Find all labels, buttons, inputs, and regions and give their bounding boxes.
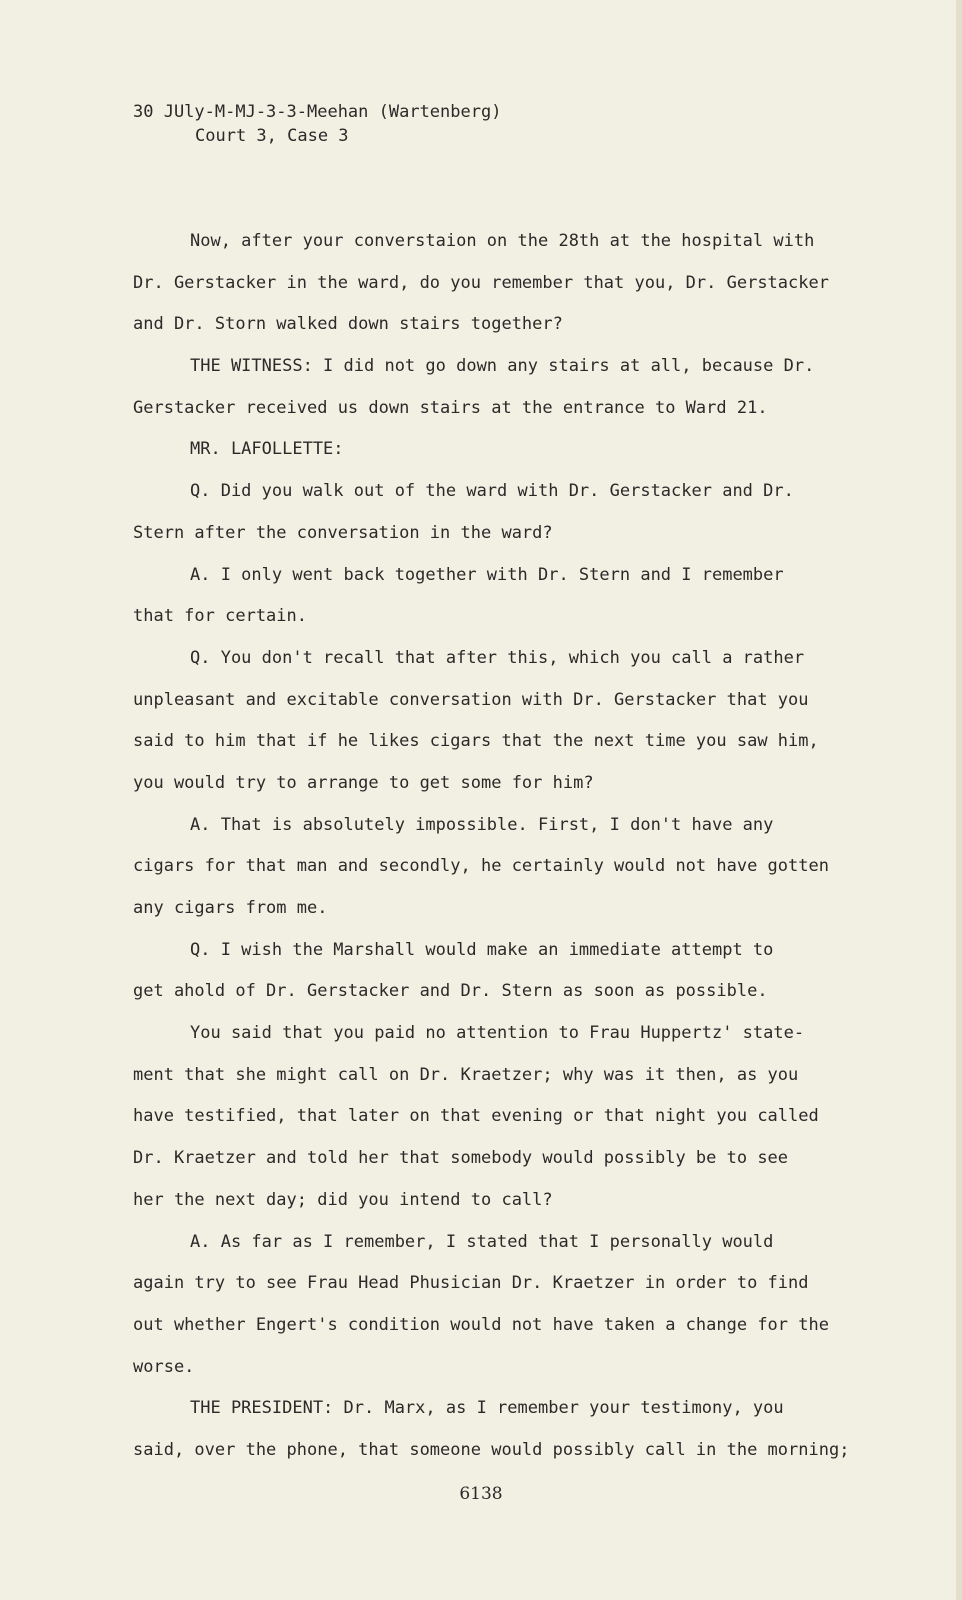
- transcript-line: Q. You don't recall that after this, which you call a rather: [190, 647, 805, 668]
- transcript-line: ment that she might call on Dr. Kraetzer; why was it then, as you: [133, 1064, 799, 1085]
- header-session-line: 30 JUly-M-MJ-3-3-Meehan (Wartenberg): [133, 102, 502, 122]
- transcript-line: Gerstacker received us down stairs at the entrance to Ward 21.: [133, 397, 768, 418]
- transcript-line: said to him that if he likes cigars that the next time you saw him,: [133, 731, 819, 752]
- transcript-line: unpleasant and excitable conversation with Dr. Gerstacker that you: [133, 689, 809, 710]
- document-header: [133, 100, 501, 148]
- transcript-line: MR. LAFOLLETTE:: [190, 439, 344, 460]
- transcript-line: A. As far as I remember, I stated that I personally would: [190, 1231, 774, 1252]
- transcript-line: A. I only went back together with Dr. Stern and I remember: [190, 564, 784, 585]
- transcript-line: Q. Did you walk out of the ward with Dr. Gerstacker and Dr.: [190, 481, 794, 502]
- transcript-line: THE WITNESS: I did not go down any stairs at all, because Dr.: [190, 356, 815, 377]
- transcript-line: said, over the phone, that someone would possibly call in the morning;: [133, 1439, 850, 1460]
- transcript-line: Dr. Gerstacker in the ward, do you remember that you, Dr. Gerstacker: [133, 272, 829, 293]
- transcript-body: [133, 229, 853, 1480]
- transcript-line: You said that you paid no attention to Frau Huppertz' state-: [190, 1023, 805, 1044]
- page-number: 6138: [459, 1484, 503, 1504]
- transcript-line: get ahold of Dr. Gerstacker and Dr. Stern as soon as possible.: [133, 981, 768, 1002]
- transcript-line: that for certain.: [133, 606, 307, 627]
- transcript-line: out whether Engert's condition would not have taken a change for the: [133, 1314, 829, 1335]
- transcript-line: Q. I wish the Marshall would make an immediate attempt to: [190, 939, 774, 960]
- transcript-line: again try to see Frau Head Phusician Dr. Kraetzer in order to find: [133, 1273, 809, 1294]
- transcript-line: cigars for that man and secondly, he certainly would not have gotten: [133, 856, 829, 877]
- transcript-line: and Dr. Storn walked down stairs together?: [133, 314, 563, 335]
- transcript-line: her the next day; did you intend to call?: [133, 1189, 553, 1210]
- header-court-line: Court 3, Case 3: [195, 126, 349, 146]
- transcript-line: THE PRESIDENT: Dr. Marx, as I remember your testimony, you: [190, 1398, 784, 1419]
- transcript-line: you would try to arrange to get some for him?: [133, 772, 594, 793]
- transcript-line: worse.: [133, 1356, 195, 1377]
- transcript-line: Dr. Kraetzer and told her that somebody would possibly be to see: [133, 1148, 789, 1169]
- transcript-line: Now, after your converstaion on the 28th at the hospital with: [190, 231, 815, 251]
- transcript-line: have testified, that later on that evening or that night you called: [133, 1106, 819, 1127]
- transcript-line: any cigars from me.: [133, 898, 328, 918]
- transcript-line: A. That is absolutely impossible. First, I don't have any: [190, 814, 774, 835]
- transcript-line: Stern after the conversation in the ward?: [133, 522, 553, 543]
